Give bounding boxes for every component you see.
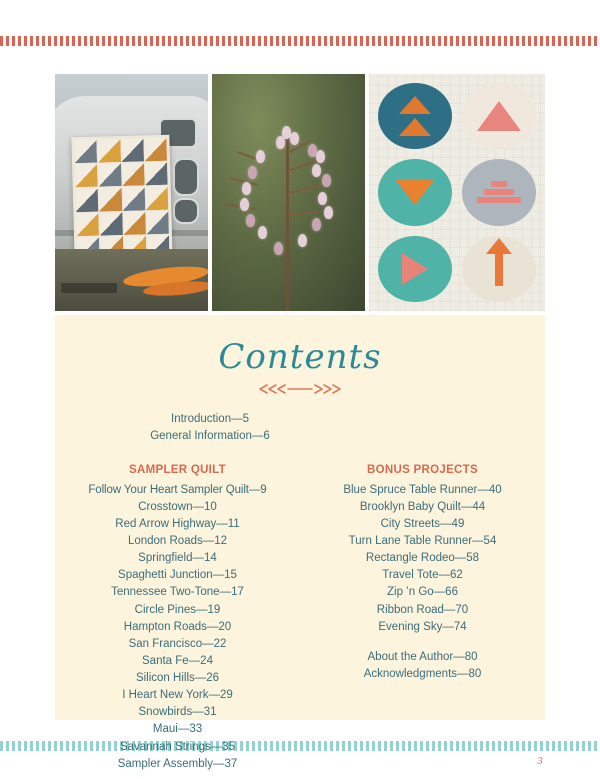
toc-entry[interactable]: Snowbirds—31 <box>138 706 217 719</box>
quilt-blocks-photo <box>369 74 545 311</box>
toc-entry[interactable]: San Francisco—22 <box>128 637 227 650</box>
toc-entry-about-the-author[interactable]: About the Author—80 <box>367 650 478 663</box>
toc-entry[interactable]: City Streets—49 <box>380 517 465 530</box>
arrow-divider <box>55 383 545 397</box>
toc-entry[interactable]: Spaghetti Junction—15 <box>118 569 237 582</box>
page-title: Contents <box>218 337 382 377</box>
toc-entry[interactable]: Maui—33 <box>152 723 203 736</box>
sampler-quilt-heading: SAMPLER QUILT <box>129 463 226 476</box>
toc-entry[interactable]: Turn Lane Table Runner—54 <box>348 535 497 547</box>
toc-entry[interactable]: Tennessee Two-Tone—17 <box>111 586 244 599</box>
page-number: 3 <box>537 757 543 767</box>
toc-entry-introduction[interactable]: Introduction—5 <box>171 413 249 425</box>
toc-entry-general-information[interactable]: General Information—6 <box>150 430 270 443</box>
block-triangle-stack <box>462 159 536 225</box>
toc-entry[interactable]: Circle Pines—19 <box>134 603 221 616</box>
trailer-with-quilt-photo <box>55 74 208 311</box>
toc-entry[interactable]: Hampton Roads—20 <box>123 620 232 633</box>
toc-columns <box>55 462 545 773</box>
toc-entry[interactable]: Ribbon Road—70 <box>376 603 469 616</box>
trailer-window <box>173 198 199 224</box>
bonus-projects-heading: BONUS PROJECTS <box>367 463 478 476</box>
toc-entry[interactable]: Savannah Strings—35 <box>119 740 236 753</box>
sampler-quilt-column <box>55 462 300 773</box>
block-arrow-up <box>462 236 536 302</box>
toc-entry[interactable]: Rectangle Rodeo—58 <box>365 552 480 565</box>
block-arrow-down <box>378 159 452 225</box>
toc-entry[interactable]: Travel Tote—62 <box>382 569 463 582</box>
spacer <box>300 636 545 649</box>
toc-entry[interactable]: I Heart New York—29 <box>122 689 233 702</box>
top-decorative-band <box>0 36 600 46</box>
toc-entry[interactable]: Santa Fe—24 <box>142 654 213 667</box>
contents-panel <box>55 315 545 770</box>
block-play-arrow <box>378 236 452 302</box>
toc-entry[interactable]: Springfield—14 <box>138 552 217 565</box>
toc-entry[interactable]: Brooklyn Baby Quilt—44 <box>359 500 486 513</box>
toc-entry[interactable]: Silicon Hills—26 <box>135 672 220 684</box>
toc-entry[interactable]: Sampler Assembly—37 <box>117 757 238 770</box>
toc-entry[interactable]: London Roads—12 <box>127 535 228 547</box>
flower-photo <box>212 74 365 311</box>
toc-entry-acknowledgments[interactable]: Acknowledgments—80 <box>363 667 482 680</box>
block-grid <box>375 80 539 305</box>
photo-strip <box>55 74 545 311</box>
block-triangle <box>462 83 536 149</box>
double-arrow-icon <box>258 383 342 395</box>
hanging-quilt <box>71 135 172 264</box>
toc-entry[interactable]: Follow Your Heart Sampler Quilt—9 <box>88 483 267 496</box>
bonus-projects-column <box>300 462 545 773</box>
trailer-window <box>173 158 199 196</box>
flower-stem <box>286 134 289 311</box>
toc-entry[interactable]: Blue Spruce Table Runner—40 <box>343 483 502 496</box>
front-matter-list <box>55 411 545 446</box>
trailer-step <box>61 283 117 293</box>
toc-entry[interactable]: Red Arrow Highway—11 <box>115 517 240 530</box>
toc-entry[interactable]: Evening Sky—74 <box>378 620 467 633</box>
toc-entry[interactable]: Zip ’n Go—66 <box>387 586 458 599</box>
toc-entry[interactable]: Crosstown—10 <box>138 500 217 513</box>
block-chevron <box>378 83 452 149</box>
